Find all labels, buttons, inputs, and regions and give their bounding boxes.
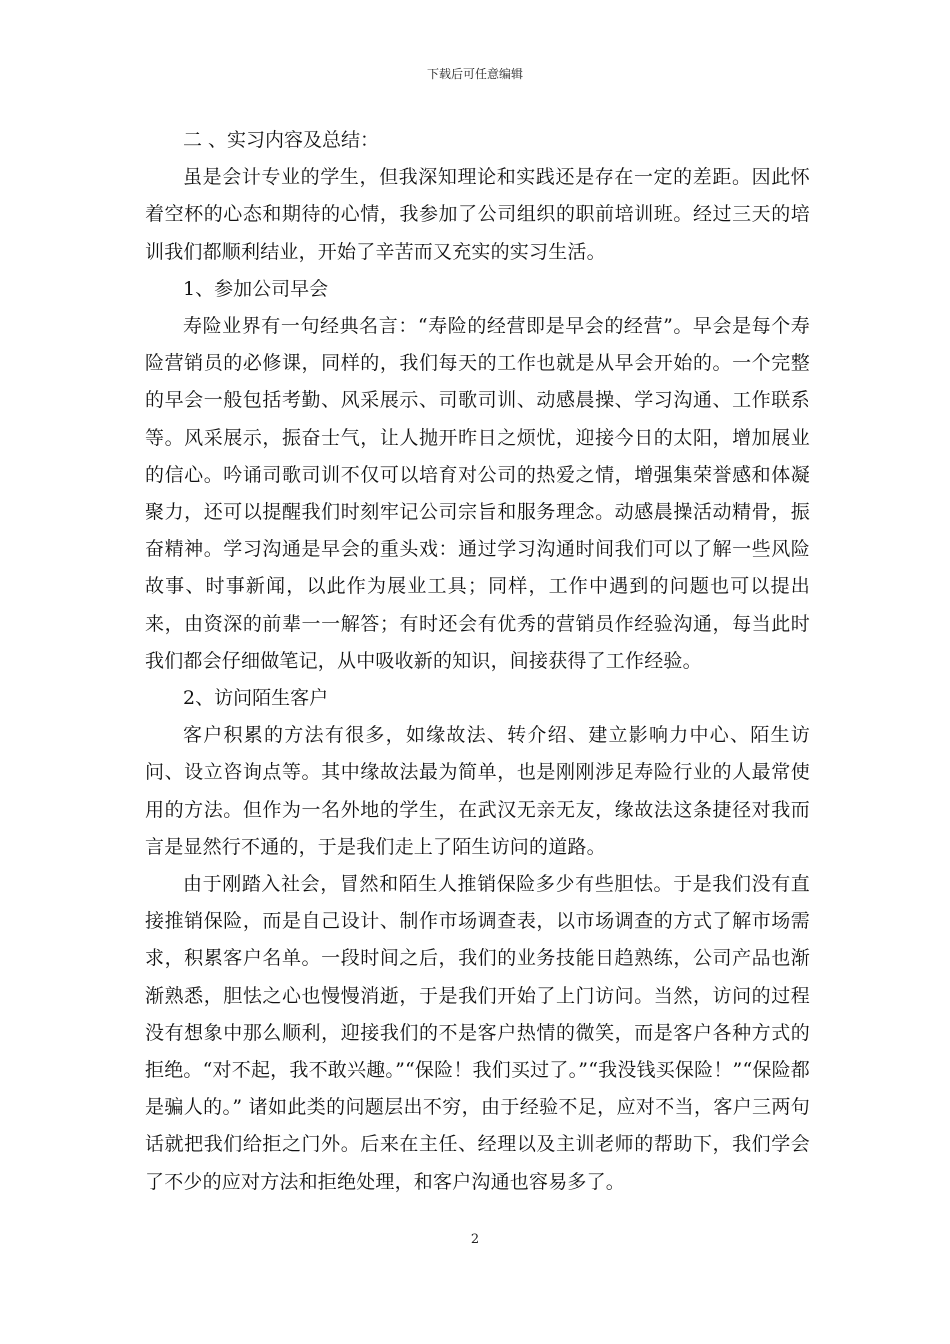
subsection-1-paragraph: 寿险业界有一句经典名言：“寿险的经营即是早会的经营”。早会是每个寿险营销员的必修课，同样的，我们每天的工作也就是从早会开始的。一个完整的早会一般包括考勤、风采展示、司歌司训、动感晨操、学习沟通、工作联系等。风采展示，振奋士气，让人抛开昨日之烦忧，迎接今日的太阳，增加展业的信心。吟诵司歌司训不仅可以培育对公司的热爱之情，增强集荣誉感和体凝聚力，还可以提醒我们时刻牢记公司宗旨和服务理念。动感晨操活动精骨，振奋精神。学习沟通是早会的重头戏：通过学习沟通时间我们可以了解一些风险故事、时事新闻，以此作为展业工具；同样，工作中遇到的问题也可以提出来，由资深的前辈一一解答；有时还会有优秀的营销员作经验沟通，每当此时我们都会仔细做笔记，从中吸收新的知识，间接获得了工作经验。 — [145, 315, 810, 672]
document-body — [145, 122, 810, 1201]
page-number: 2 — [470, 1232, 480, 1247]
intro-paragraph: 虽是会计专业的学生，但我深知理论和实践还是存在一定的差距。因此怀着空杯的心态和期待的心情，我参加了公司组织的职前培训班。经过三天的培训我们都顺利结业，开始了辛苦而又充实的实习生活。 — [145, 166, 810, 263]
subsection-1-title: 1、参加公司早会 — [183, 277, 329, 300]
subsection-2-paragraph-1: 客户积累的方法有很多，如缘故法、转介绍、建立影响力中心、陌生访问、设立咨询点等。其中缘故法最为简单，也是刚刚涉足寿险行业的人最常使用的方法。但作为一名外地的学生，在武汉无亲无友，缘故法这条捷径对我而言是显然行不通的，于是我们走上了陌生访问的道路。 — [145, 724, 810, 858]
subsection-2-title: 2、访问陌生客户 — [183, 687, 329, 710]
page-header: 下载后可任意编辑 — [426, 67, 523, 81]
section-title: 二 、实习内容及总结： — [183, 129, 380, 151]
subsection-2-paragraph-2: 由于刚踏入社会，冒然和陌生人推销保险多少有些胆怯。于是我们没有直接推销保险，而是自己设计、制作市场调查表，以市场调查的方式了解市场需求，积累客户名单。一段时间之后，我们的业务技能日趋熟练，公司产品也渐渐熟悉，胆怯之心也慢慢消逝，于是我们开始了上门访问。当然，访问的过程没有想象中那么顺利，迎接我们的不是客户热情的微笑，而是客户各种方式的拒绝。“对不起，我不敢兴趣。”“保险！我们买过了。”“我没钱买保险！”“保险都是骗人的。” 诸如此类的问题层出不穷，由于经验不足，应对不当，客户三两句话就把我们给拒之门外。后来在主任、经理以及主训老师的帮助下，我们学会了不少的应对方法和拒绝处理，和客户沟通也容易多了。 — [145, 873, 810, 1193]
